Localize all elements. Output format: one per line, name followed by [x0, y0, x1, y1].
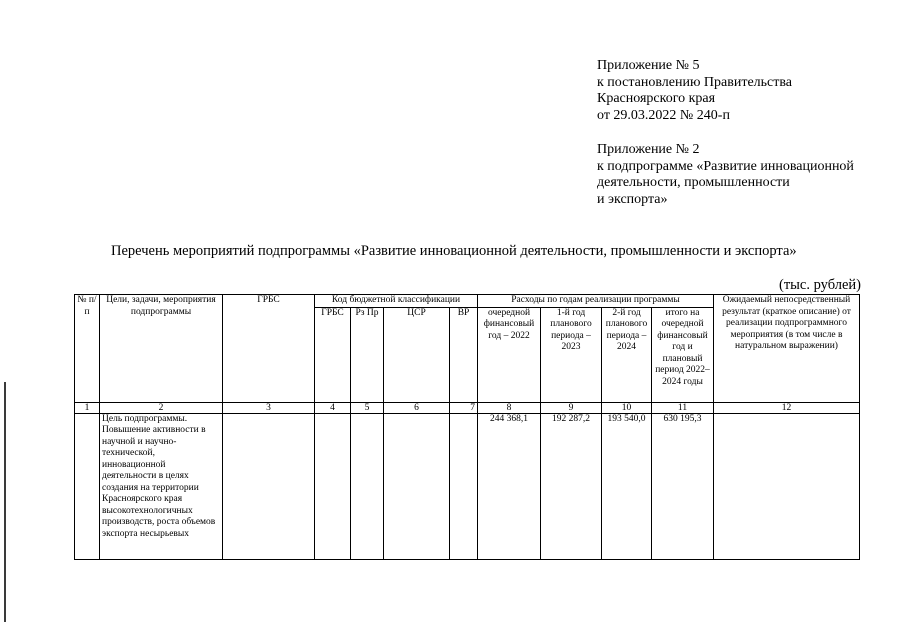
appendix-2-line-2: к подпрограмме «Развитие инновационной	[597, 158, 854, 174]
scan-edge-mark	[4, 382, 6, 622]
row-expense-total: 630 195,3	[652, 413, 714, 559]
header-plan-year-1: 1-й год планового периода – 2023	[541, 307, 602, 402]
column-number: 5	[351, 402, 384, 413]
measures-table	[74, 294, 860, 560]
appendix-5-line-3: Красноярского края	[597, 91, 716, 106]
column-number: 1	[75, 402, 100, 413]
appendix-2-block	[597, 142, 854, 208]
row-expense-2024: 193 540,0	[602, 413, 652, 559]
appendix-5-line-4: от 29.03.2022 № 240-п	[597, 107, 730, 123]
row-code-rzpr	[351, 413, 384, 559]
appendix-5-block	[597, 58, 792, 124]
column-number: 6	[384, 402, 450, 413]
appendix-2-line-1: Приложение № 2	[597, 142, 700, 157]
document-title: Перечень мероприятий подпрограммы «Развитие инновационной деятельности, промышленности и экспорта»	[111, 243, 797, 259]
header-code-grbs: ГРБС	[315, 307, 351, 402]
header-current-year: очередной финансовый год – 2022	[478, 307, 541, 402]
row-grbs	[223, 413, 315, 559]
row-expense-2023: 192 287,2	[541, 413, 602, 559]
row-goal: Цель подпрограммы. Повышение активности в научной и научно-технической, инновационной деятельности в целях создания на территории Красноярского края высокотехнологичных производств, роста объемов экспорта несырьевых	[100, 413, 223, 559]
header-code-rzpr: Рз Пр	[351, 307, 384, 402]
row-code-grbs	[315, 413, 351, 559]
column-number: 11	[652, 402, 714, 413]
header-num: № п/п	[75, 295, 100, 403]
column-number: 2	[100, 402, 223, 413]
table-row	[75, 413, 860, 559]
column-number: 8	[478, 402, 541, 413]
row-expense-2022: 244 368,1	[478, 413, 541, 559]
column-number-row	[75, 402, 860, 413]
header-result: Ожидаемый непосредственный результат (краткое описание) от реализации подпрограммного мероприятия (в том числе в натуральном выражении)	[714, 295, 860, 403]
header-plan-year-2: 2-й год планового периода – 2024	[602, 307, 652, 402]
column-number: 12	[714, 402, 860, 413]
row-result	[714, 413, 860, 559]
header-code-csr: ЦСР	[384, 307, 450, 402]
column-number: 4	[315, 402, 351, 413]
header-goals: Цели, задачи, мероприятия подпрограммы	[100, 295, 223, 403]
header-total: итого на очередной финансовый год и плановый период 2022–2024 годы	[652, 307, 714, 402]
row-code-csr	[384, 413, 450, 559]
column-number: 10	[602, 402, 652, 413]
appendix-2-line-4: и экспорта»	[597, 191, 668, 207]
row-code-vr	[450, 413, 478, 559]
header-expenses: Расходы по годам реализации программы	[478, 295, 714, 308]
units-label: (тыс. рублей)	[779, 277, 861, 293]
header-grbs: ГРБС	[223, 295, 315, 403]
column-number: 9	[541, 402, 602, 413]
header-budget-code: Код бюджетной классификации	[315, 295, 478, 308]
column-number: 7	[450, 402, 478, 413]
header-code-vr: ВР	[450, 307, 478, 402]
row-num	[75, 413, 100, 559]
column-number: 3	[223, 402, 315, 413]
appendix-5-line-2: к постановлению Правительства	[597, 74, 793, 90]
appendix-2-line-3: деятельности, промышленности	[597, 175, 790, 190]
appendix-5-line-1: Приложение № 5	[597, 58, 700, 73]
